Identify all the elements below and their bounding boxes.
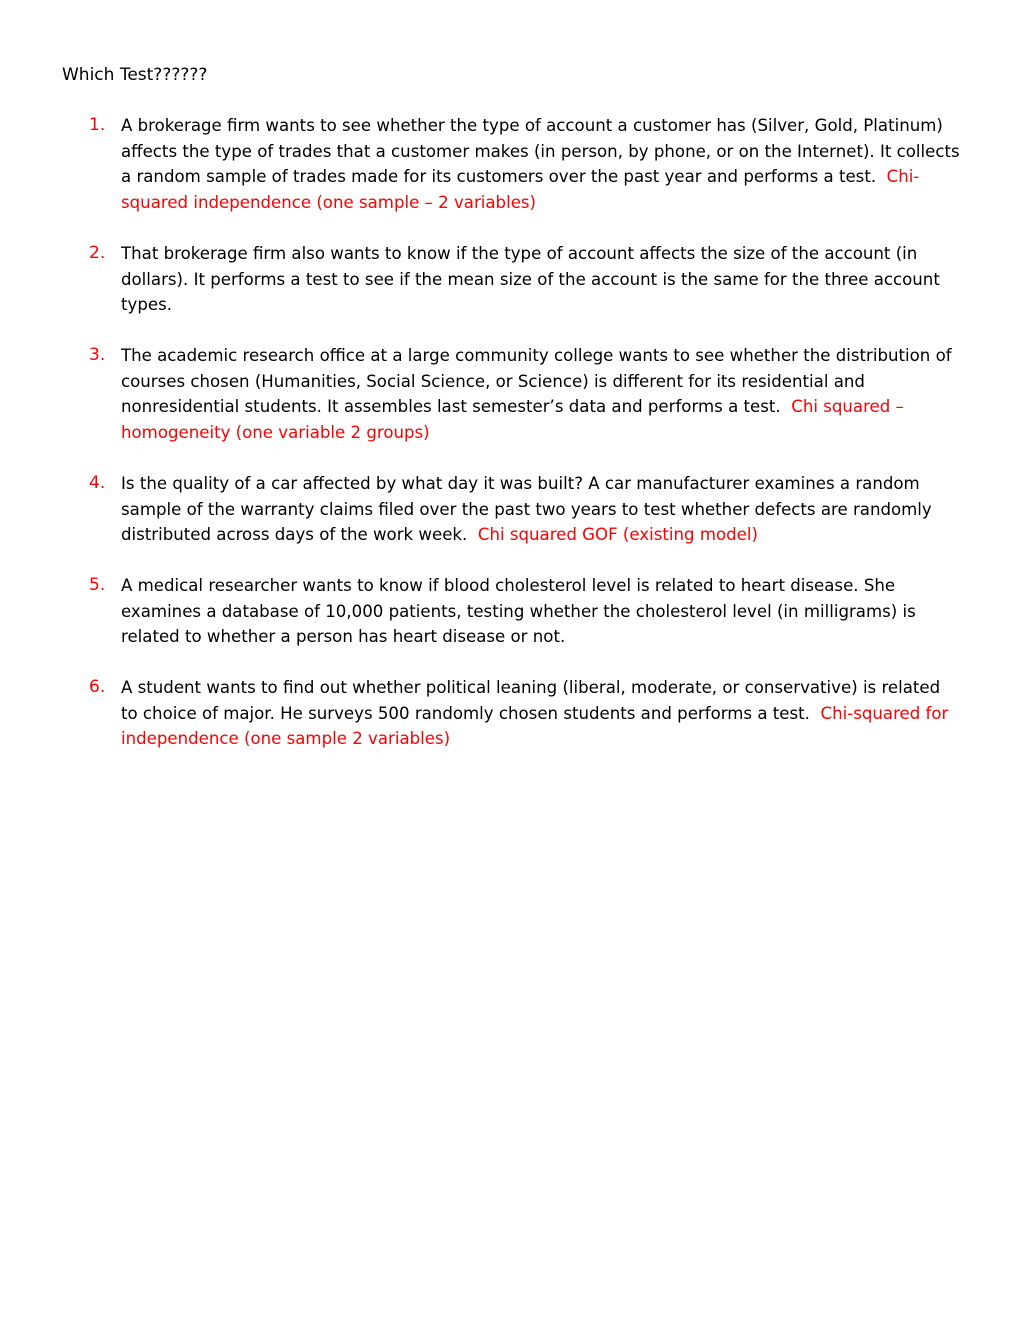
question-text: Is the quality of a car affected by what day it was built? A car manufacturer examines a random sample of the warranty claims filed over the past two years to test whether defects are randomly distributed across days of the work week. [121,474,932,545]
document-title: Which Test?????? [62,65,208,85]
question-text: A medical researcher wants to know if blood cholesterol level is related to heart disease. She examines a database of 10,000 patients, testing whether the cholesterol level (in milligrams) is related to whether a person has heart disease or not. [121,576,916,647]
question-body [121,113,961,215]
question-text: The academic research office at a large community college wants to see whether the distribution of courses chosen (Humanities, Social Science, or Science) is different for its residential and nonresidential students. It assembles last semester’s data and performs a test. [121,346,952,417]
question-body [121,471,961,548]
question-number: 1. [89,115,106,135]
question-body [121,573,961,650]
question-body [121,343,961,445]
question-number: 5. [89,575,106,595]
question-number: 3. [89,345,106,365]
answer-annotation: Chi squared – homogeneity (one variable 2 groups) [121,397,904,442]
question-text: A brokerage firm wants to see whether the type of account a customer has (Silver, Gold, Platinum) affects the type of trades that a customer makes (in person, by phone, or on the Internet). It collects a random sample of trades made for its customers over the past year and performs a test. [121,116,960,187]
question-number: 4. [89,473,106,493]
question-text: That brokerage firm also wants to know if the type of account affects the size of the account (in dollars). It performs a test to see if the mean size of the account is the same for the three account types. [121,244,940,315]
answer-annotation: Chi-squared for independence (one sample 2 variables) [121,703,949,749]
question-body [121,241,961,318]
question-number: 6. [89,677,106,697]
question-number: 2. [89,243,106,263]
question-body [121,675,961,752]
question-text: A student wants to find out whether political leaning (liberal, moderate, or conservative) is related to choice of major. He surveys 500 randomly chosen students and performs a test. [121,678,941,723]
answer-annotation: Chi-squared independence (one sample – 2 variables) [121,167,920,212]
answer-annotation: Chi squared GOF (existing model) [477,525,758,545]
